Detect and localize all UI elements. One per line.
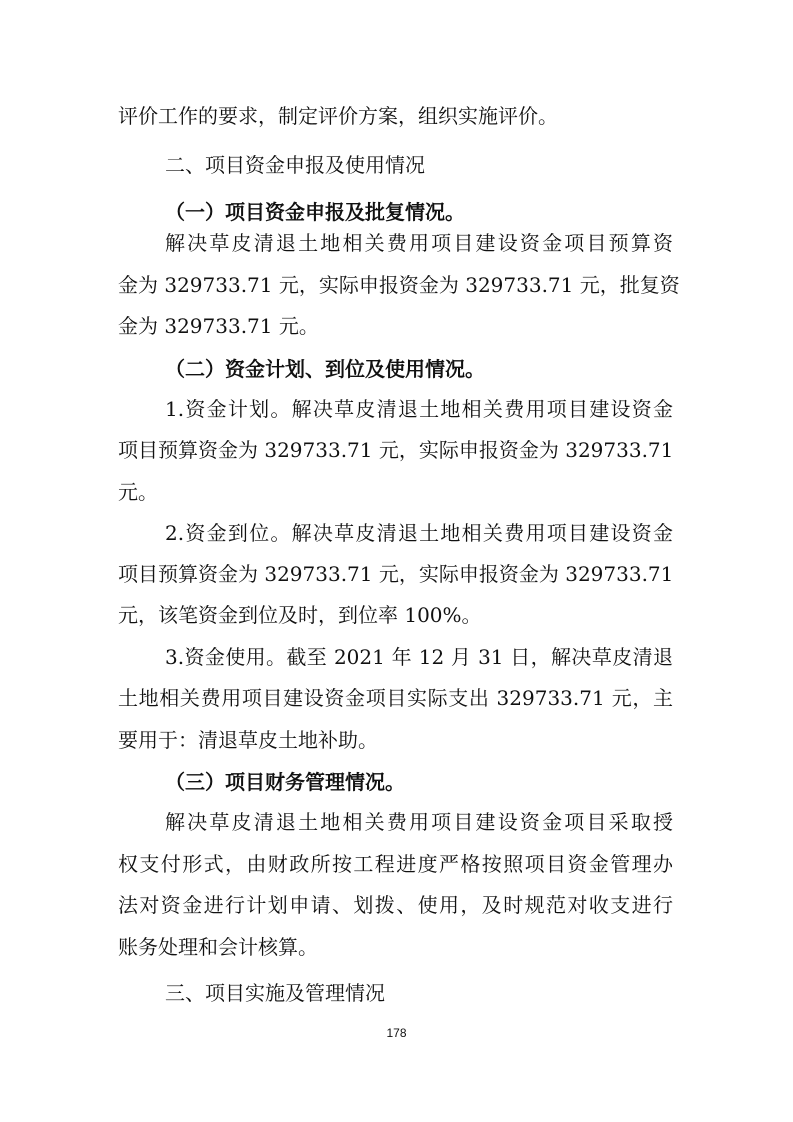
paragraph-line: 1.资金计划。解决草皮清退土地相关费用项目建设资金: [165, 397, 673, 421]
subsection-heading: （一）项目资金申报及批复情况。: [165, 200, 465, 224]
section-heading: 三、项目实施及管理情况: [165, 981, 385, 1005]
paragraph-line: 解决草皮清退土地相关费用项目建设资金项目预算资: [165, 231, 673, 255]
section-heading: 二、项目资金申报及使用情况: [165, 153, 425, 177]
paragraph-line: 3.资金使用。截至 2021 年 12 月 31 日，解决草皮清退: [165, 645, 673, 669]
paragraph-line: 金为 329733.71 元，实际申报资金为 329733.71 元，批复资: [118, 273, 680, 297]
subsection-heading: （三）项目财务管理情况。: [165, 770, 405, 794]
paragraph-line: 项目预算资金为 329733.71 元，实际申报资金为 329733.71: [118, 562, 674, 586]
subsection-heading: （二）资金计划、到位及使用情况。: [165, 357, 485, 381]
paragraph-line: 评价工作的要求，制定评价方案，组织实施评价。: [118, 104, 558, 128]
paragraph-line: 解决草皮清退土地相关费用项目建设资金项目采取授: [165, 810, 673, 834]
paragraph-line: 法对资金进行计划申请、划拨、使用，及时规范对收支进行: [118, 893, 673, 917]
paragraph-line: 权支付形式，由财政所按工程进度严格按照项目资金管理办: [118, 852, 673, 876]
paragraph-line: 金为 329733.71 元。: [118, 314, 319, 338]
paragraph-line: 元。: [118, 480, 158, 504]
paragraph-line: 项目预算资金为 329733.71 元，实际申报资金为 329733.71: [118, 438, 674, 462]
paragraph-line: 要用于：清退草皮土地补助。: [118, 728, 378, 752]
paragraph-line: 土地相关费用项目建设资金项目实际支出 329733.71 元，主: [118, 686, 673, 710]
paragraph-line: 2.资金到位。解决草皮清退土地相关费用项目建设资金: [165, 521, 673, 545]
paragraph-line: 账务处理和会计核算。: [118, 935, 318, 959]
page-number: 178: [386, 1026, 407, 1040]
paragraph-line: 元，该笔资金到位及时，到位率 100%。: [118, 603, 482, 627]
